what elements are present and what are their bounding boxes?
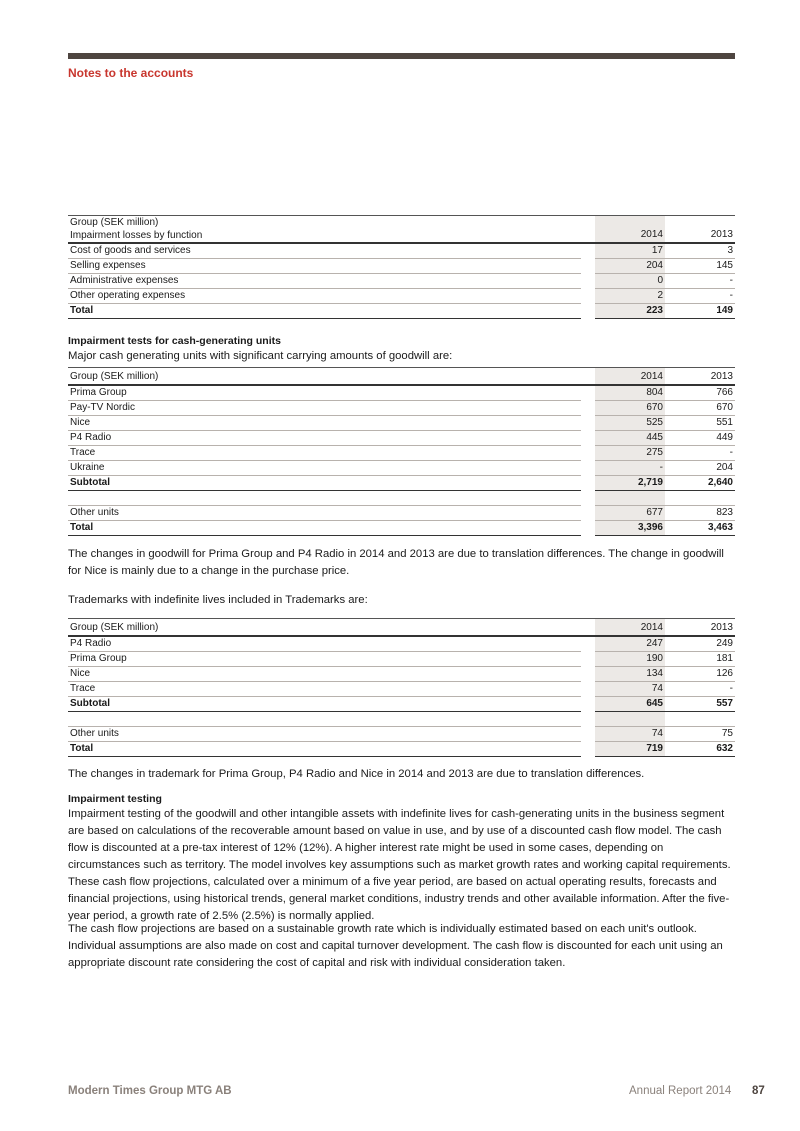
row-label: Trace	[68, 682, 581, 697]
col-2014-header: 2014	[595, 368, 665, 386]
spacer-row	[68, 712, 735, 727]
row-label: Other operating expenses	[68, 289, 581, 304]
row-label: Prima Group	[68, 652, 581, 667]
trademarks-intro: Trademarks with indefinite lives included in Trademarks are:	[68, 594, 368, 606]
table-row	[68, 636, 735, 652]
total-value-2014: 719	[595, 742, 665, 757]
total-label: Total	[68, 521, 581, 536]
table-header-label	[68, 216, 581, 244]
row-value-2014: 445	[595, 431, 665, 446]
trademarks-table	[68, 618, 735, 757]
section-title: Notes to the accounts	[68, 66, 194, 80]
impairment-testing-paragraph-1: Impairment testing of the goodwill and other intangible assets with indefinite lives for cash-generating units in the business segment are based on calculations of the recoverable amount based on value in use, and by use of a discounted cash flow model. The cash flow is discounted at a pre-tax interest of 12% (12%). A higher interest rate might be used in some cases, depending on circumstances such as territory. The model involves key assumptions such as market growth rates and working capital requirements. These cash flow projections, calculated over a minimum of a five year period, are based on actual operating results, forecasts and financial projections, using historical trends, general market conditions, industry trends and other available information. After the five-year period, a growth rate of 2.5% (2.5%) is normally applied.	[68, 808, 731, 922]
row-label: Selling expenses	[68, 259, 581, 274]
impairment-tests-intro: Major cash generating units with significant carrying amounts of goodwill are:	[68, 350, 453, 362]
table-row	[68, 401, 735, 416]
row-value-2014: 2	[595, 289, 665, 304]
table-row	[68, 431, 735, 446]
row-value-2014: 275	[595, 446, 665, 461]
subtotal-value-2013: 2,640	[665, 476, 735, 491]
col-2013-header: 2013	[665, 368, 735, 386]
row-value-2013: 551	[665, 416, 735, 431]
header-rule	[68, 53, 735, 59]
spacer-row	[68, 491, 735, 506]
row-value-2014: 74	[595, 682, 665, 697]
row-value-2013: 249	[665, 636, 735, 652]
table-header-label: Group (SEK million)	[68, 368, 581, 386]
col-2013-header: 2013	[665, 619, 735, 637]
row-value-2014: 247	[595, 636, 665, 652]
table-row	[68, 652, 735, 667]
row-value-2014: -	[595, 461, 665, 476]
table-row	[68, 259, 735, 274]
row-value-2013: 766	[665, 385, 735, 401]
row-value-2013: 145	[665, 259, 735, 274]
total-label: Total	[68, 304, 581, 319]
row-label: Nice	[68, 667, 581, 682]
total-row	[68, 742, 735, 757]
table-header-line2: Impairment losses by function	[70, 230, 203, 241]
total-value-2013: 632	[665, 742, 735, 757]
row-value-2013: 823	[665, 506, 735, 521]
row-label: Ukraine	[68, 461, 581, 476]
row-label: Nice	[68, 416, 581, 431]
total-value-2013: 3,463	[665, 521, 735, 536]
row-value-2014: 670	[595, 401, 665, 416]
row-value-2014: 190	[595, 652, 665, 667]
table-row	[68, 274, 735, 289]
table-row	[68, 446, 735, 461]
impairment-losses-table	[68, 215, 735, 319]
total-row	[68, 304, 735, 319]
table-header-label: Group (SEK million)	[68, 619, 581, 637]
table-header-row	[68, 619, 735, 637]
page-number: 87	[752, 1085, 765, 1097]
impairment-testing-paragraph-2: The cash flow projections are based on a sustainable growth rate which is individually estimated based on each unit's outlook. Individual assumptions are also made on cost and capital turnover development. The cash flow is discounted for each unit using an appropriate discount rate considering the cost of capital and risk with individual consideration taken.	[68, 923, 723, 969]
col-2014-header: 2014	[595, 619, 665, 637]
row-label: P4 Radio	[68, 431, 581, 446]
row-value-2013: 670	[665, 401, 735, 416]
footer-company: Modern Times Group MTG AB	[68, 1085, 232, 1097]
table-row	[68, 289, 735, 304]
subtotal-row	[68, 476, 735, 491]
total-value-2014: 3,396	[595, 521, 665, 536]
row-value-2014: 804	[595, 385, 665, 401]
table-row	[68, 461, 735, 476]
impairment-testing-heading: Impairment testing	[68, 793, 162, 805]
trademark-paragraph: The changes in trademark for Prima Group, P4 Radio and Nice in 2014 and 2013 are due to translation differences.	[68, 768, 645, 780]
row-value-2014: 525	[595, 416, 665, 431]
table-header-line1: Group (SEK million)	[70, 217, 159, 228]
row-value-2014: 17	[595, 243, 665, 259]
row-value-2014: 74	[595, 727, 665, 742]
total-label: Total	[68, 742, 581, 757]
row-value-2013: -	[665, 682, 735, 697]
subtotal-label: Subtotal	[68, 476, 581, 491]
row-value-2013: 75	[665, 727, 735, 742]
row-label: Pay-TV Nordic	[68, 401, 581, 416]
other-units-row	[68, 506, 735, 521]
row-label: Other units	[68, 727, 581, 742]
goodwill-paragraph: The changes in goodwill for Prima Group and P4 Radio in 2014 and 2013 are due to translation differences. The change in goodwill for Nice is mainly due to a change in the purchase price.	[68, 548, 724, 577]
goodwill-table	[68, 367, 735, 536]
row-value-2013: 204	[665, 461, 735, 476]
table-row	[68, 243, 735, 259]
table-row	[68, 682, 735, 697]
row-value-2013: 449	[665, 431, 735, 446]
row-label: Other units	[68, 506, 581, 521]
row-value-2014: 677	[595, 506, 665, 521]
subtotal-label: Subtotal	[68, 697, 581, 712]
table-header-row	[68, 216, 735, 244]
total-value-2014: 223	[595, 304, 665, 319]
impairment-tests-heading: Impairment tests for cash-generating units	[68, 335, 281, 347]
footer-report: Annual Report 2014	[629, 1085, 732, 1097]
row-value-2013: 181	[665, 652, 735, 667]
row-label: Cost of goods and services	[68, 243, 581, 259]
other-units-row	[68, 727, 735, 742]
subtotal-row	[68, 697, 735, 712]
row-label: Prima Group	[68, 385, 581, 401]
table-row	[68, 667, 735, 682]
row-value-2013: -	[665, 446, 735, 461]
total-row	[68, 521, 735, 536]
subtotal-value-2014: 645	[595, 697, 665, 712]
total-value-2013: 149	[665, 304, 735, 319]
table-row	[68, 416, 735, 431]
row-value-2014: 134	[595, 667, 665, 682]
row-value-2013: -	[665, 274, 735, 289]
subtotal-value-2014: 2,719	[595, 476, 665, 491]
row-label: Trace	[68, 446, 581, 461]
row-label: P4 Radio	[68, 636, 581, 652]
col-2013-header: 2013	[665, 216, 735, 244]
subtotal-value-2013: 557	[665, 697, 735, 712]
row-value-2013: -	[665, 289, 735, 304]
row-label: Administrative expenses	[68, 274, 581, 289]
row-value-2013: 126	[665, 667, 735, 682]
table-header-row	[68, 368, 735, 386]
table-row	[68, 385, 735, 401]
row-value-2013: 3	[665, 243, 735, 259]
row-value-2014: 0	[595, 274, 665, 289]
row-value-2014: 204	[595, 259, 665, 274]
col-2014-header: 2014	[595, 216, 665, 244]
